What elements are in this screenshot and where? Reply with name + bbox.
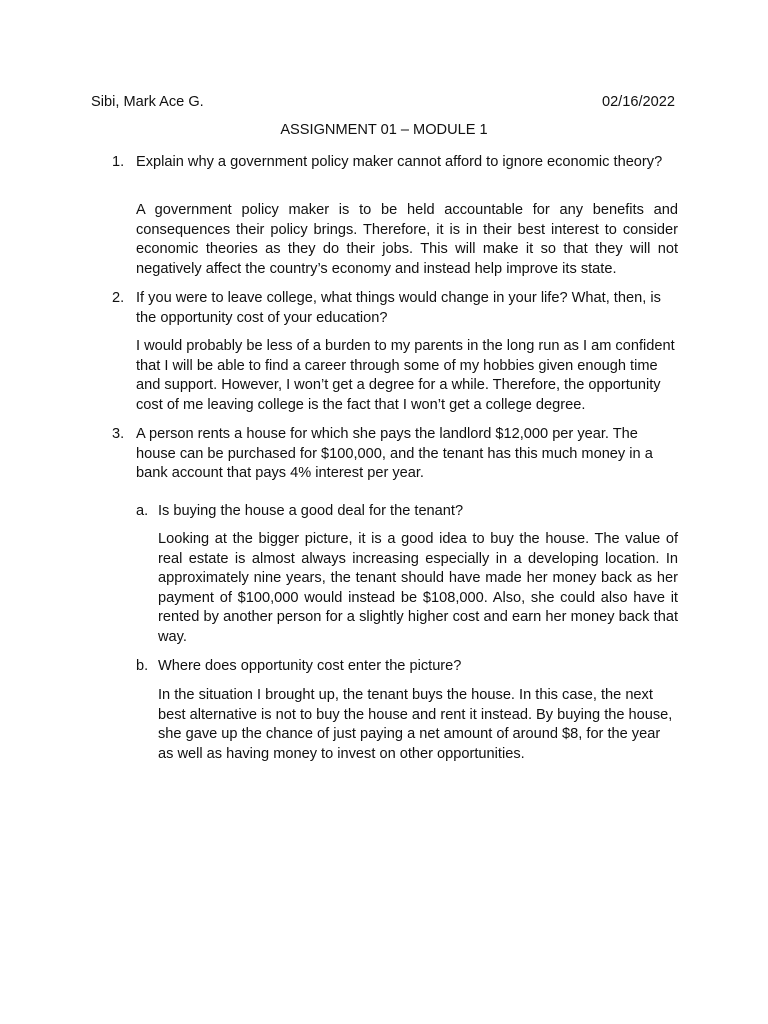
question-number: 3. (112, 426, 125, 442)
answer-1: A government policy maker is to be held accountable for any benefits and consequences their policy brings. Therefore, it is in their best interest to consider economic theories as they do their jobs. This will make it so that they will not negatively affect the country’s economy and instead help improve its state. (136, 202, 678, 277)
subquestion-letter: b. (136, 658, 149, 674)
assignment-date: 02/16/2022 (601, 94, 675, 110)
subquestion-text: Where does opportunity cost enter the picture? (158, 658, 462, 674)
subquestion-text: Is buying the house a good deal for the tenant? (158, 503, 464, 519)
question-1 (112, 153, 678, 173)
assignment-title: ASSIGNMENT 01 – MODULE 1 (280, 122, 488, 138)
answer-2: I would probably be less of a burden to my parents in the long run as I am confident that I will be able to find a career through some of my hobbies given enough time and support. However, I won’t get a degree for a while. Therefore, the opportunity cost of me leaving college is the fact that I won’t get a college degree. (136, 338, 675, 413)
subquestion-b (136, 657, 678, 677)
question-number: 1. (112, 154, 125, 170)
question-text: If you were to leave college, what things would change in your life? What, then, is the opportunity cost of your education? (136, 290, 661, 326)
question-text: A person rents a house for which she pays the landlord $12,000 per year. The house can be purchased for $100,000, and the tenant has this much money in a bank account that pays 4% interest per year. (136, 426, 653, 481)
answer-3a: Looking at the bigger picture, it is a good idea to buy the house. The value of real estate is almost always increasing especially in a developing location. In approximately nine years, the tenant should have made her money back as her payment of $100,000 would instead be $108,000. Also, she could also have it rented by another person for a slightly higher cost and earn her money back that way. (158, 531, 678, 645)
subquestion-a (136, 502, 678, 522)
question-2 (112, 289, 678, 328)
question-3 (112, 425, 678, 484)
question-number: 2. (112, 290, 125, 306)
student-name: Sibi, Mark Ace G. (91, 94, 204, 110)
question-text: Explain why a government policy maker cannot afford to ignore economic theory? (136, 154, 663, 170)
subquestion-letter: a. (136, 503, 149, 519)
answer-3b: In the situation I brought up, the tenant buys the house. In this case, the next best alternative is not to buy the house and rent it instead. By buying the house, she gave up the chance of just paying a net amount of around $8, for the year as well as having money to invest on other opportunities. (158, 687, 673, 762)
